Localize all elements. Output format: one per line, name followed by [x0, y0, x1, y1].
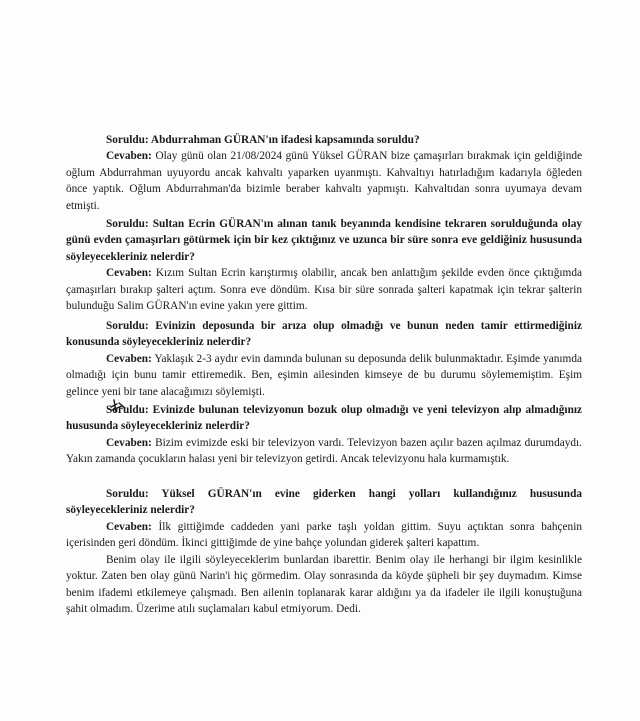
question-text: Evinizin deposunda bir arıza olup olmadığı ve bunun neden tamir ettirmediğiniz konusunda söyleyecekleriniz nelerdir? — [66, 320, 582, 349]
answer-1 — [66, 148, 582, 214]
question-label: Soruldu: — [106, 488, 149, 500]
qa-section-1 — [66, 132, 582, 214]
answer-5 — [66, 519, 582, 552]
question-1 — [66, 132, 582, 148]
qa-section-2 — [66, 216, 582, 314]
qa-section-4 — [66, 402, 582, 468]
question-text: Abdurrahman GÜRAN'ın ifadesi kapsamında soruldu? — [150, 134, 420, 146]
answer-text: Kızım Sultan Ecrin karıştırmış olabilir, ancak ben anlattığım şekilde evden önce çıktığımda çamaşırları bırakıp şalteri açtım. Sonra eve döndüm. Kısa bir süre sonrada şalteri kapatmak için tekrar şalterin bulunduğu Salim GÜRAN'ın evine yakın yere gittim. — [66, 267, 583, 313]
answer-2 — [66, 265, 582, 314]
closing-statement — [66, 552, 582, 618]
question-label: Soruldu: — [106, 320, 149, 332]
question-4 — [66, 402, 582, 435]
question-3 — [66, 318, 582, 351]
question-label: Soruldu: — [106, 404, 149, 416]
question-2 — [66, 216, 582, 265]
answer-text: Olay günü olan 21/08/2024 günü Yüksel GÜRAN bize çamaşırları bırakmak için geldiğinde oğlum Abdurrahman uyuyordu ancak kahvaltı yaparken uyanmıştı. Kahvaltıyı hatırladığım kadarıyla öğleden önce yaptık. Oğlum Abdurrahman'da bizimle beraber kahvaltı yapmıştı. Kahvaltıdan sonra uyumaya devam etmişti. — [66, 150, 583, 212]
question-text: Yüksel GÜRAN'ın evine giderken hangi yolları kullandığınız hususunda söyleyecekleriniz nelerdir? — [66, 488, 583, 517]
question-label: Soruldu: — [106, 218, 149, 230]
answer-label: Cevaben: — [106, 520, 152, 533]
answer-label: Cevaben: — [106, 436, 152, 449]
answer-label: Cevaben: — [106, 267, 152, 280]
closing-text: Benim olay ile ilgili söyleyeceklerim bunlardan ibarettir. Benim olay ile herhangi bir ilgim kesinlikle yoktur. Zaten ben olay günü Narin'i hiç görmedim. Olay sonrasında da köyde şüpheli bir şey duymadım. Kimse benim ifademi etkilemeye çalışmadı. Ben ailenin toplanarak karar aldığını ya da ifadeler ile ilgili konuştuğuna şahit olmadım. Üzerime atılı suçlamaları kabul etmiyorum. Dedi. — [66, 554, 582, 616]
answer-4 — [66, 435, 582, 468]
answer-text: Yaklaşık 2-3 aydır evin damında bulunan su deposunda delik bulunmaktadır. Eşimde yanımda olmadığı için bunu tamir ettiremedik. Ben, eşimin ailesinden kimseye de bu durumu söylememiştim. Eşim gelince yeni bir tane alacağımızı söylemişti. — [66, 352, 582, 398]
answer-text: İlk gittiğimde caddeden yani parke taşlı yoldan gittim. Suyu açtıktan sonra bahçenin içerisinden geri döndüm. İkinci gittiğimde de yine bahçe yolundan giderek şalteri kapattım. — [66, 520, 582, 550]
question-text: Evinizde bulunan televizyonun bozuk olup olmadığı ve yeni televizyon alıp almadığınız hususunda söyleyecekleriniz nelerdir? — [66, 404, 583, 433]
question-text: Sultan Ecrin GÜRAN'ın alınan tanık beyanında kendisine tekraren sorulduğunda olay günü evden çamaşırları götürmek için bir kez çıktığınız ve uzunca bir süre sonra eve geldiğiniz hususunda söyleyecekleriniz nelerdir? — [66, 218, 583, 263]
answer-label: Cevaben: — [106, 150, 152, 163]
answer-3 — [66, 351, 582, 400]
question-5 — [66, 486, 582, 519]
answer-text: Bizim evimizde eski bir televizyon vardı. Televizyon bazen açılır bazen açılmaz durumdaydı. Yakın zamanda çocukların halası yeni bir televizyon getirdi. Ancak televizyonu hala kurmamıştık. — [66, 436, 582, 466]
qa-section-3 — [66, 318, 582, 400]
qa-section-5 — [66, 486, 582, 552]
question-label: Soruldu: — [106, 134, 149, 146]
answer-label: Cevaben: — [106, 352, 152, 365]
